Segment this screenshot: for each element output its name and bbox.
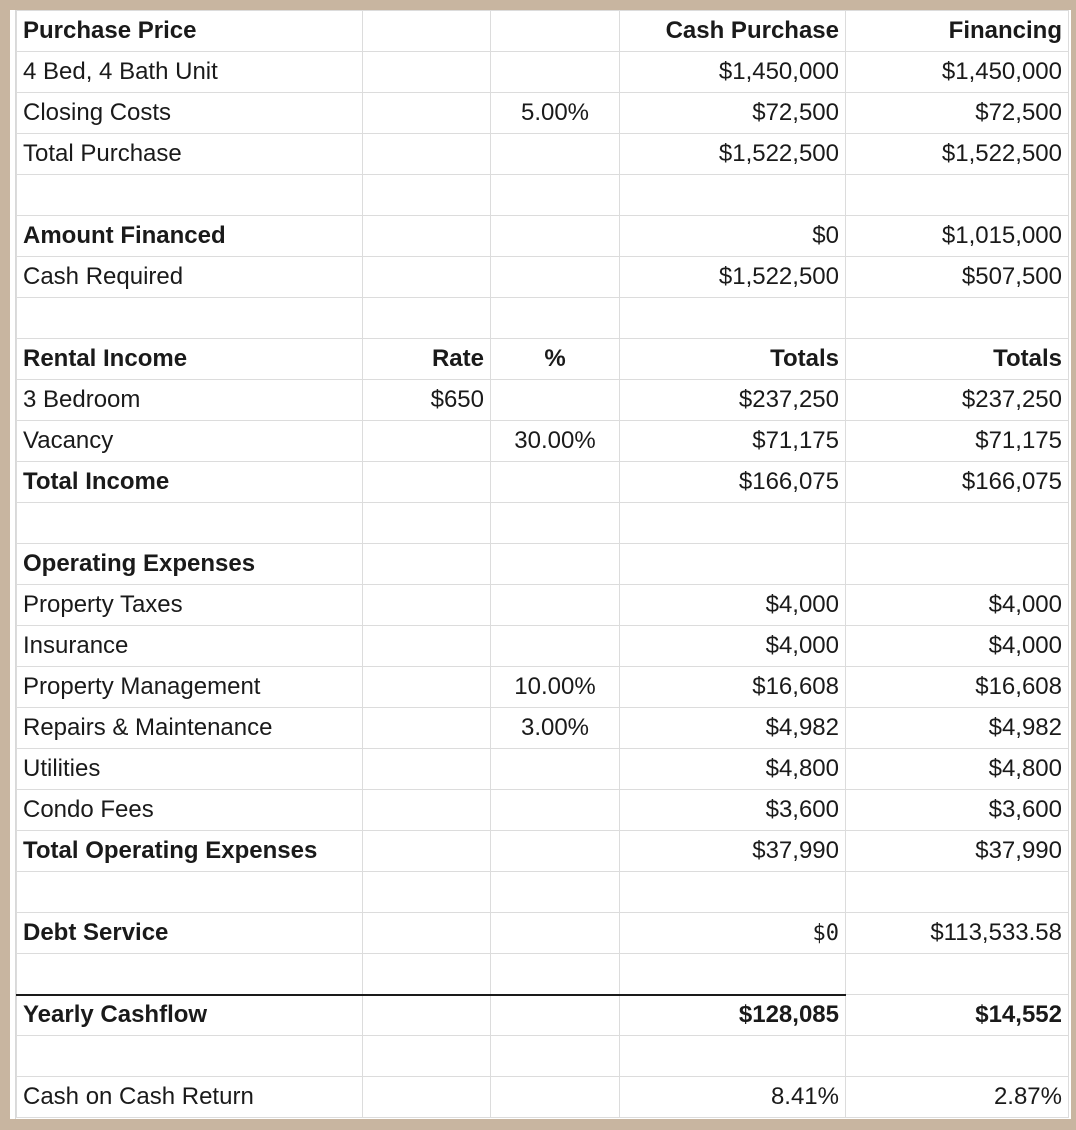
cell-label[interactable] (17, 954, 363, 995)
table-row (17, 298, 1069, 339)
cell-financing[interactable]: 2.87% (846, 1077, 1069, 1118)
cell-label[interactable]: Amount Financed (17, 216, 363, 257)
cell-cash-purchase[interactable]: Totals (620, 339, 846, 380)
cell-financing[interactable] (846, 1036, 1069, 1077)
cell-percent[interactable] (491, 462, 620, 503)
cell-label[interactable]: Cash Required (17, 257, 363, 298)
table-row (17, 831, 1069, 872)
cell-percent[interactable] (491, 503, 620, 544)
cell-cash-purchase[interactable] (620, 175, 846, 216)
cell-cash-purchase[interactable]: 8.41% (620, 1077, 846, 1118)
table-row (17, 667, 1069, 708)
cell-rate[interactable] (363, 749, 491, 790)
cell-rate[interactable] (363, 544, 491, 585)
cell-label[interactable]: Condo Fees (17, 790, 363, 831)
cell-label[interactable]: Total Purchase (17, 134, 363, 175)
cell-financing[interactable] (846, 954, 1069, 995)
cell-cash-purchase[interactable]: Cash Purchase (620, 11, 846, 52)
cell-percent[interactable]: 3.00% (491, 708, 620, 749)
cell-label[interactable]: Total Operating Expenses (17, 831, 363, 872)
cell-label[interactable]: Purchase Price (17, 11, 363, 52)
table-body (17, 11, 1069, 1118)
table-row (17, 954, 1069, 995)
cell-financing[interactable]: $16,608 (846, 667, 1069, 708)
table-row (17, 995, 1069, 1036)
cell-rate[interactable] (363, 216, 491, 257)
cell-cash-purchase[interactable] (620, 544, 846, 585)
cell-financing[interactable]: Financing (846, 11, 1069, 52)
table-row (17, 872, 1069, 913)
cell-cash-purchase[interactable]: $3,600 (620, 790, 846, 831)
cell-cash-purchase[interactable]: $4,800 (620, 749, 846, 790)
cell-rate[interactable] (363, 585, 491, 626)
cell-rate[interactable] (363, 667, 491, 708)
table-row (17, 339, 1069, 380)
cell-cash-purchase[interactable]: $72,500 (620, 93, 846, 134)
cell-cash-purchase[interactable]: $37,990 (620, 831, 846, 872)
table-row (17, 175, 1069, 216)
cell-label[interactable]: Debt Service (17, 913, 363, 954)
cell-percent[interactable] (491, 175, 620, 216)
cell-rate[interactable] (363, 1036, 491, 1077)
cell-percent[interactable] (491, 544, 620, 585)
cell-cash-purchase[interactable]: $0 (620, 913, 846, 954)
cell-label[interactable]: Yearly Cashflow (17, 995, 363, 1036)
cell-rate[interactable]: Rate (363, 339, 491, 380)
cell-label[interactable] (17, 503, 363, 544)
cashflow-table (16, 10, 1069, 1118)
cell-rate[interactable] (363, 995, 491, 1036)
table-row (17, 1036, 1069, 1077)
cell-label[interactable]: Closing Costs (17, 93, 363, 134)
cell-financing[interactable]: $1,522,500 (846, 134, 1069, 175)
cell-rate[interactable] (363, 708, 491, 749)
cell-rate[interactable]: $650 (363, 380, 491, 421)
cell-percent[interactable]: 5.00% (491, 93, 620, 134)
cell-rate[interactable] (363, 421, 491, 462)
cell-percent[interactable] (491, 872, 620, 913)
cell-financing[interactable]: $237,250 (846, 380, 1069, 421)
cell-rate[interactable] (363, 503, 491, 544)
cell-percent[interactable]: 10.00% (491, 667, 620, 708)
cell-label[interactable]: Utilities (17, 749, 363, 790)
cell-cash-purchase[interactable] (620, 872, 846, 913)
cell-label[interactable] (17, 872, 363, 913)
cell-rate[interactable] (363, 93, 491, 134)
cell-cash-purchase[interactable]: $71,175 (620, 421, 846, 462)
cell-label[interactable]: 3 Bedroom (17, 380, 363, 421)
cell-label[interactable]: Insurance (17, 626, 363, 667)
table-row (17, 503, 1069, 544)
cell-financing[interactable] (846, 872, 1069, 913)
cell-financing[interactable] (846, 503, 1069, 544)
cell-percent[interactable] (491, 11, 620, 52)
cell-label[interactable]: Property Management (17, 667, 363, 708)
table-row (17, 544, 1069, 585)
cell-percent[interactable] (491, 954, 620, 995)
table-row (17, 421, 1069, 462)
cell-percent[interactable]: % (491, 339, 620, 380)
cell-financing[interactable]: $72,500 (846, 93, 1069, 134)
cell-percent[interactable] (491, 1077, 620, 1118)
table-row (17, 52, 1069, 93)
cell-percent[interactable] (491, 913, 620, 954)
table-row (17, 749, 1069, 790)
cell-cash-purchase[interactable]: $237,250 (620, 380, 846, 421)
cell-rate[interactable] (363, 872, 491, 913)
cell-label[interactable]: Property Taxes (17, 585, 363, 626)
cell-cash-purchase[interactable] (620, 954, 846, 995)
cell-financing[interactable]: $1,015,000 (846, 216, 1069, 257)
table-row (17, 11, 1069, 52)
cell-cash-purchase[interactable] (620, 298, 846, 339)
cell-percent[interactable] (491, 749, 620, 790)
cell-label[interactable]: 4 Bed, 4 Bath Unit (17, 52, 363, 93)
cell-financing[interactable]: $4,982 (846, 708, 1069, 749)
cell-cash-purchase[interactable]: $4,982 (620, 708, 846, 749)
cell-percent[interactable] (491, 790, 620, 831)
cell-label[interactable]: Rental Income (17, 339, 363, 380)
cell-percent[interactable] (491, 257, 620, 298)
table-row (17, 134, 1069, 175)
cell-rate[interactable] (363, 831, 491, 872)
cell-percent[interactable] (491, 134, 620, 175)
cell-cash-purchase[interactable]: $4,000 (620, 585, 846, 626)
cell-cash-purchase[interactable]: $1,450,000 (620, 52, 846, 93)
cell-label[interactable] (17, 1036, 363, 1077)
cell-financing[interactable] (846, 298, 1069, 339)
cell-cash-purchase[interactable]: $16,608 (620, 667, 846, 708)
cell-percent[interactable] (491, 626, 620, 667)
table-row (17, 216, 1069, 257)
cell-rate[interactable] (363, 462, 491, 503)
cell-financing[interactable]: $14,552 (846, 995, 1069, 1036)
cell-percent[interactable] (491, 380, 620, 421)
table-row (17, 380, 1069, 421)
cell-cash-purchase[interactable]: $128,085 (620, 995, 846, 1036)
cell-label[interactable]: Cash on Cash Return (17, 1077, 363, 1118)
cell-rate[interactable] (363, 134, 491, 175)
cell-label[interactable]: Repairs & Maintenance (17, 708, 363, 749)
cell-rate[interactable] (363, 175, 491, 216)
cell-financing[interactable]: $4,800 (846, 749, 1069, 790)
table-row (17, 585, 1069, 626)
cell-rate[interactable] (363, 790, 491, 831)
cell-label[interactable]: Operating Expenses (17, 544, 363, 585)
table-row (17, 257, 1069, 298)
cell-rate[interactable] (363, 626, 491, 667)
cell-label[interactable] (17, 298, 363, 339)
table-row (17, 913, 1069, 954)
cell-percent[interactable] (491, 52, 620, 93)
cell-financing[interactable]: $1,450,000 (846, 52, 1069, 93)
cell-cash-purchase[interactable]: $166,075 (620, 462, 846, 503)
cell-financing[interactable]: $4,000 (846, 585, 1069, 626)
cell-financing[interactable]: $37,990 (846, 831, 1069, 872)
table-row (17, 790, 1069, 831)
cell-financing[interactable]: $166,075 (846, 462, 1069, 503)
cell-rate[interactable] (363, 1077, 491, 1118)
cell-financing[interactable] (846, 544, 1069, 585)
cell-percent[interactable] (491, 831, 620, 872)
cell-financing[interactable]: $113,533.58 (846, 913, 1069, 954)
cell-percent[interactable] (491, 995, 620, 1036)
cell-financing[interactable]: Totals (846, 339, 1069, 380)
cell-percent[interactable] (491, 216, 620, 257)
table-row (17, 626, 1069, 667)
cell-rate[interactable] (363, 954, 491, 995)
cell-label[interactable]: Vacancy (17, 421, 363, 462)
cell-percent[interactable]: 30.00% (491, 421, 620, 462)
cell-rate[interactable] (363, 913, 491, 954)
cell-cash-purchase[interactable] (620, 503, 846, 544)
cell-cash-purchase[interactable]: $0 (620, 216, 846, 257)
table-row (17, 462, 1069, 503)
cell-cash-purchase[interactable]: $1,522,500 (620, 134, 846, 175)
cell-financing[interactable]: $71,175 (846, 421, 1069, 462)
cell-cash-purchase[interactable]: $4,000 (620, 626, 846, 667)
cell-percent[interactable] (491, 298, 620, 339)
cell-percent[interactable] (491, 1036, 620, 1077)
cell-financing[interactable]: $3,600 (846, 790, 1069, 831)
spreadsheet (10, 10, 1071, 1119)
cell-rate[interactable] (363, 257, 491, 298)
cell-percent[interactable] (491, 585, 620, 626)
cell-financing[interactable]: $4,000 (846, 626, 1069, 667)
table-row (17, 1077, 1069, 1118)
cell-rate[interactable] (363, 11, 491, 52)
cell-label[interactable] (17, 175, 363, 216)
cell-rate[interactable] (363, 298, 491, 339)
cell-label[interactable]: Total Income (17, 462, 363, 503)
cell-rate[interactable] (363, 52, 491, 93)
cell-financing[interactable]: $507,500 (846, 257, 1069, 298)
table-row (17, 93, 1069, 134)
cell-financing[interactable] (846, 175, 1069, 216)
cell-cash-purchase[interactable] (620, 1036, 846, 1077)
cell-cash-purchase[interactable]: $1,522,500 (620, 257, 846, 298)
table-row (17, 708, 1069, 749)
